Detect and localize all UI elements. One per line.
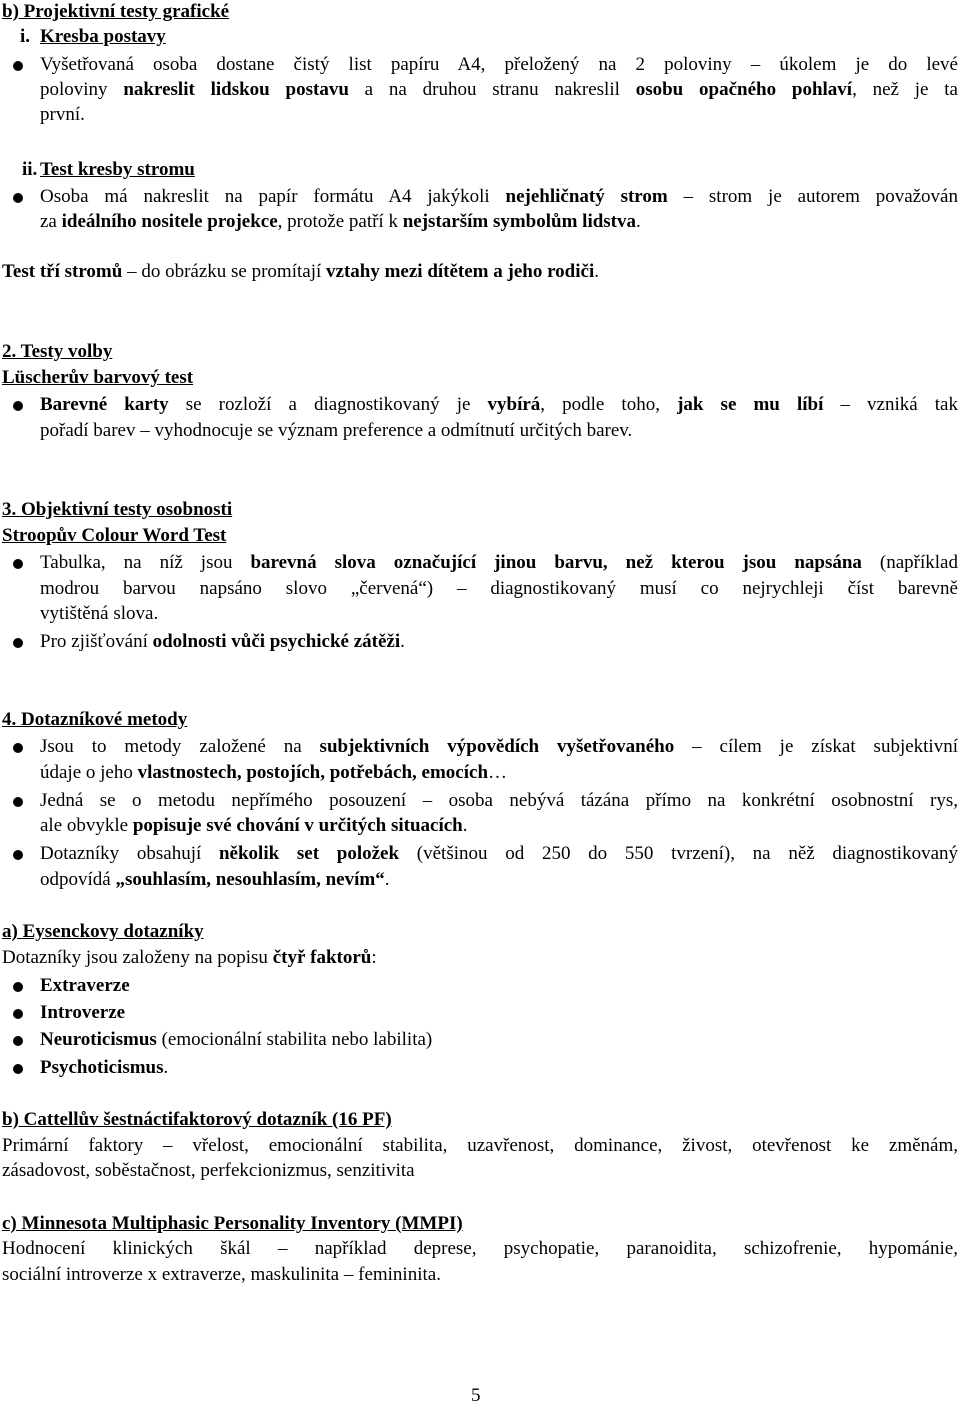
paragraph-line: Osoba má nakreslit na papír formátu A4 jakýkoli nejehličnatý strom – strom je autorem považován	[40, 186, 958, 207]
paragraph-line: Hodnocení klinických škál – například deprese, psychopatie, paranoidita, schizofrenie, hypománie,	[2, 1238, 958, 1259]
bullet-dot	[13, 559, 23, 569]
paragraph-line: Barevné karty se rozloží a diagnostikovaný je vybírá, podle toho, jak se mu líbí – vzniká tak	[40, 394, 958, 415]
subsection-title-figure-drawing: Kresba postavy	[40, 26, 166, 47]
paragraph-line: Dotazníky obsahují několik set položek (většinou od 250 do 550 tvrzení), na něž diagnostikovaný	[40, 843, 959, 864]
list-item: Introverze	[40, 1002, 126, 1023]
subsection-title-mmpi: c) Minnesota Multiphasic Personality Inventory (MMPI)	[2, 1213, 463, 1234]
list-item: Neuroticismus (emocionální stabilita nebo labilita)	[40, 1029, 433, 1050]
paragraph-line: pořadí barev – vyhodnocuje se význam preference a odmítnutí určitých barev.	[40, 420, 633, 441]
list-item: Extraverze	[40, 975, 130, 996]
paragraph-line: modrou barvou napsáno slovo „červená“) – diagnostikovaný musí co nejrychleji číst barevně	[40, 578, 958, 599]
subsection-title-tree-test: Test kresby stromu	[40, 159, 195, 180]
paragraph-line: Jedná se o metodu nepřímého posouzení – osoba nebývá tázána přímo na konkrétní osobnostní rys,	[40, 790, 958, 811]
list-item: Psychoticismus.	[40, 1057, 169, 1078]
paragraph-line: za ideálního nositele projekce, protože patří k nejstarším symbolům lidstva.	[40, 211, 641, 232]
paragraph-line: ale obvykle popisuje své chování v určitých situacích.	[40, 815, 468, 836]
paragraph-line: poloviny nakreslit lidskou postavu a na druhou stranu nakreslil osobu opačného pohlaví, než je ta	[40, 79, 958, 100]
paragraph-three-trees: Test tří stromů – do obrázku se promítají vztahy mezi dítětem a jeho rodiči.	[2, 261, 599, 282]
paragraph-line: vytištěná slova.	[40, 603, 159, 624]
paragraph-line: Pro zjišťování odolnosti vůči psychické zátěži.	[40, 631, 405, 652]
bullet-dot	[13, 61, 23, 71]
section-heading-objective-tests: 3. Objektivní testy osobnosti	[2, 499, 233, 520]
bullet-dot	[13, 850, 23, 860]
paragraph-line: Vyšetřovaná osoba dostane čistý list papíru A4, přeložený na 2 poloviny – úkolem je do levé	[40, 54, 958, 75]
paragraph-line: odpovídá „souhlasím, nesouhlasím, nevím“.	[40, 869, 390, 890]
bullet-dot	[13, 797, 23, 807]
bullet-dot	[13, 1064, 23, 1074]
bullet-dot	[13, 1009, 23, 1019]
bullet-dot	[13, 638, 23, 648]
paragraph-line: sociální introverze x extraverze, maskulinita – femininita.	[2, 1264, 441, 1285]
subsection-number-i: i.	[20, 26, 31, 47]
paragraph-line: Tabulka, na níž jsou barevná slova označující jinou barvu, než kterou jsou napsána (například	[40, 552, 958, 573]
paragraph-line: údaje o jeho vlastnostech, postojích, potřebách, emocích…	[40, 762, 508, 783]
subsection-number-ii: ii.	[22, 159, 38, 180]
section-heading-questionnaires: 4. Dotazníkové metody	[2, 709, 188, 730]
section-heading-projective-graphic: b) Projektivní testy grafické	[2, 1, 230, 22]
subsection-title-eysenck: a) Eysenckovy dotazníky	[2, 921, 204, 942]
paragraph-line: první.	[40, 104, 85, 125]
paragraph-line: zásadovost, soběstačnost, perfekcionizmus, senzitivita	[2, 1160, 415, 1181]
subsection-title-cattell: b) Cattellův šestnáctifaktorový dotazník (16 PF)	[2, 1109, 392, 1130]
page-number: 5	[471, 1385, 481, 1406]
paragraph-line: Jsou to metody založené na subjektivních výpovědích vyšetřovaného – cílem je získat subjektivní	[40, 736, 958, 757]
section-heading-choice-tests: 2. Testy volby	[2, 341, 113, 362]
subsection-title-luscher: Lüscherův barvový test	[2, 367, 194, 388]
bullet-dot	[13, 1036, 23, 1046]
paragraph-line: Primární faktory – vřelost, emocionální stabilita, uzavřenost, dominance, živost, otevřenost ke změnám,	[2, 1135, 958, 1156]
bullet-dot	[13, 401, 23, 411]
bullet-dot	[13, 193, 23, 203]
bullet-dot	[13, 743, 23, 753]
paragraph-line: Dotazníky jsou založeny na popisu čtyř faktorů:	[2, 947, 377, 968]
subsection-title-stroop: Stroopův Colour Word Test	[2, 525, 227, 546]
bullet-dot	[13, 982, 23, 992]
